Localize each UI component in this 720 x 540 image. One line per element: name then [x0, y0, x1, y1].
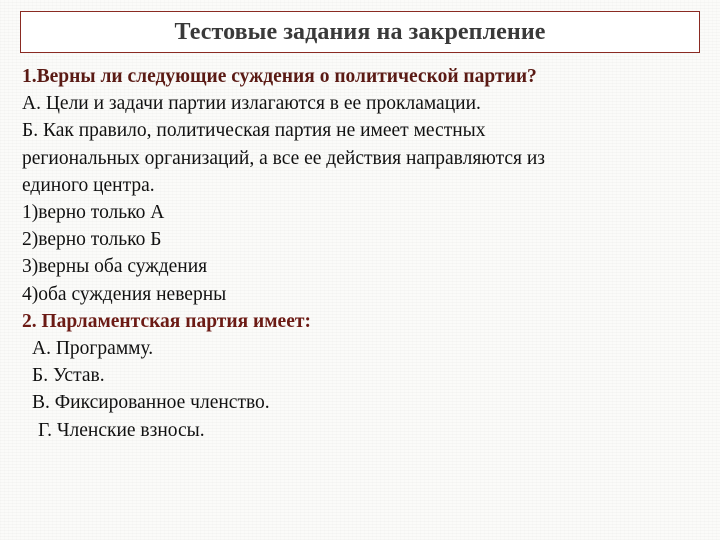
title-box — [20, 11, 700, 53]
question-1-statement-a: А. Цели и задачи партии излагаются в ее прокламации. — [22, 93, 481, 115]
question-2-option-b: Б. Устав. — [32, 365, 105, 387]
question-1-statement-b-line-2: региональных организаций, а все ее действия направляются из — [22, 147, 546, 169]
question-1-statement-b-line-3: единого центра. — [22, 174, 155, 196]
question-2-heading: 2. Парламентская партия имеет: — [22, 310, 311, 332]
content-area — [22, 63, 712, 444]
question-1-option-3: 3)верны оба суждения — [22, 256, 208, 278]
question-2-option-v: В. Фиксированное членство. — [32, 392, 270, 414]
question-1-option-1: 1)верно только А — [22, 202, 165, 224]
question-1-option-2: 2)верно только Б — [22, 229, 162, 251]
question-1-option-4: 4)оба суждения неверны — [22, 283, 227, 305]
question-2-option-g: Г. Членские взносы. — [38, 419, 205, 441]
question-1-statement-b-line-1: Б. Как правило, политическая партия не имеет местных — [22, 120, 486, 142]
page-title: Тестовые задания на закрепление — [174, 18, 546, 45]
question-1-heading: 1.Верны ли следующие суждения о политической партии? — [22, 66, 537, 87]
question-2-option-a: А. Программу. — [32, 338, 154, 360]
